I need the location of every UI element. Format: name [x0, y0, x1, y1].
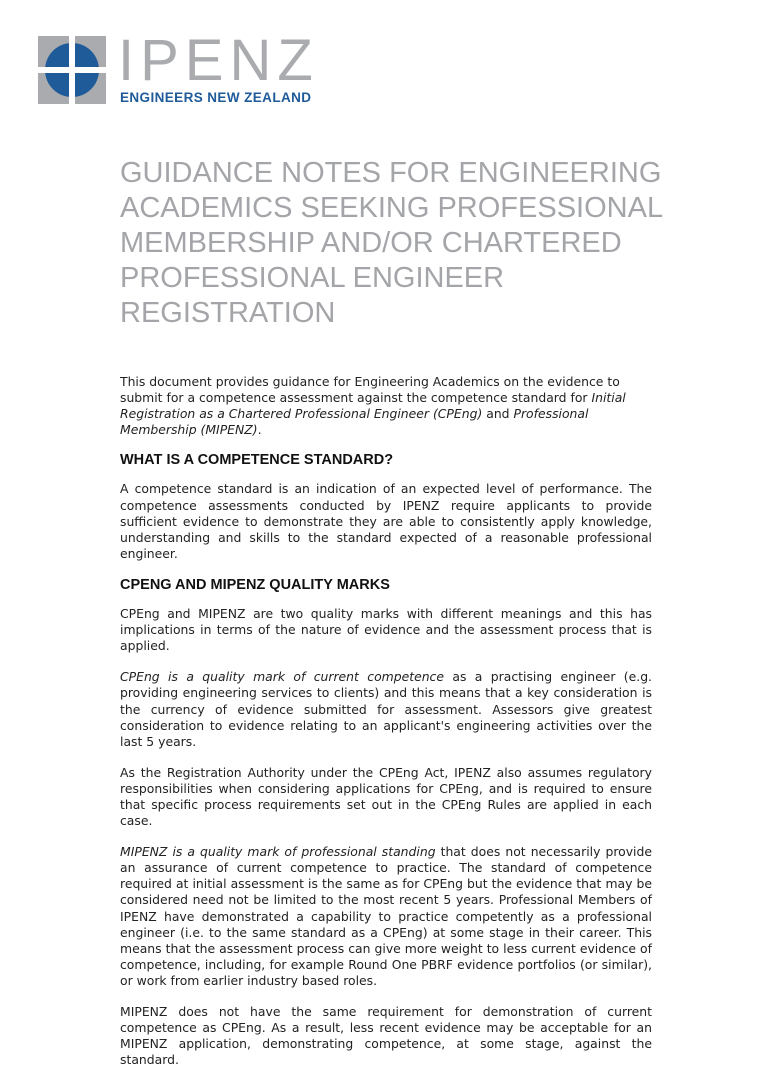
logo-emblem-icon — [38, 36, 106, 104]
mipenz-definition-text: that does not necessarily provide an assurance of current competence to practice. The standard of competence required at initial assessment is the same as for CPEng but the evidence that may be considered need not be limited to the most recent 5 years. Professional Members of IPENZ have demonstrated a capability to practice competently as a professional engineer (i.e. to the same standard as a CPEng) at some stage in their career. This means that the assessment process can give more weight to less current evidence of competence, including, for example Round One PBRF evidence portfolios (or similar), or work from earlier industry based roles. — [120, 844, 652, 988]
intro-paragraph — [120, 374, 652, 438]
intro-emphasis-cpeng: Initial Registration as a Chartered Professional Engineer (CPEng) — [120, 390, 626, 422]
quality-marks-paragraph-2 — [120, 669, 652, 749]
quality-marks-paragraph-3: As the Registration Authority under the CPEng Act, IPENZ also assumes regulatory responsibilities when considering applications for CPEng, and is required to ensure that specific process requirements set out in the CPEng Rules are applied in each case. — [120, 764, 652, 829]
document-body — [120, 374, 652, 1083]
intro-text-e: . — [257, 422, 262, 438]
section-heading-quality-marks: CPENG AND MIPENZ QUALITY MARKS — [120, 576, 390, 593]
quality-marks-paragraph-5: MIPENZ does not have the same requirement for demonstration of current competence as CPEng. As a result, less recent evidence may be acceptable for an MIPENZ application, demonstrating competence, at some stage, against the standard. — [120, 1004, 652, 1068]
intro-emphasis-mipenz: Professional Membership (MIPENZ) — [120, 406, 589, 438]
quality-marks-paragraph-4 — [120, 844, 652, 989]
quality-marks-paragraph-1: CPEng and MIPENZ are two quality marks with different meanings and this has implications in terms of the nature of evidence and the assessment process that is applied. — [120, 606, 652, 654]
logo-wordmark: IPENZ — [118, 28, 319, 93]
mipenz-definition-emphasis: MIPENZ is a quality mark of professional standing — [120, 844, 436, 860]
section-heading-competence-standard: WHAT IS A COMPETENCE STANDARD? — [120, 452, 394, 469]
intro-text-c: and — [482, 406, 514, 422]
logo-tagline: ENGINEERS NEW ZEALAND — [120, 90, 312, 105]
competence-standard-paragraph: A competence standard is an indication of an expected level of performance. The competence assessments conducted by IPENZ require applicants to provide sufficient evidence to demonstrate they are able to consistently apply knowledge, understanding and skills to the standard expected of a reasonable professional engineer. — [120, 481, 652, 561]
ipenz-logo — [38, 28, 328, 106]
document-title: GUIDANCE NOTES FOR ENGINEERING ACADEMICS SEEKING PROFESSIONAL MEMBERSHIP AND/OR CHARTERED PROFESSIONAL ENGINEER REGISTRATION — [120, 157, 662, 329]
cpeng-definition-text: as a practising engineer (e.g. providing engineering services to clients) and this means that a key consideration is the currency of evidence submitted for assessment. Assessors give greatest consideration to evidence relating to an applicant's engineering activities over the last 5 years. — [120, 669, 652, 749]
cpeng-definition-emphasis: CPEng is a quality mark of current competence — [120, 669, 444, 685]
intro-text-a: This document provides guidance for Engineering Academics on the evidence to submit for a competence assessment against the competence standard for — [120, 374, 620, 406]
